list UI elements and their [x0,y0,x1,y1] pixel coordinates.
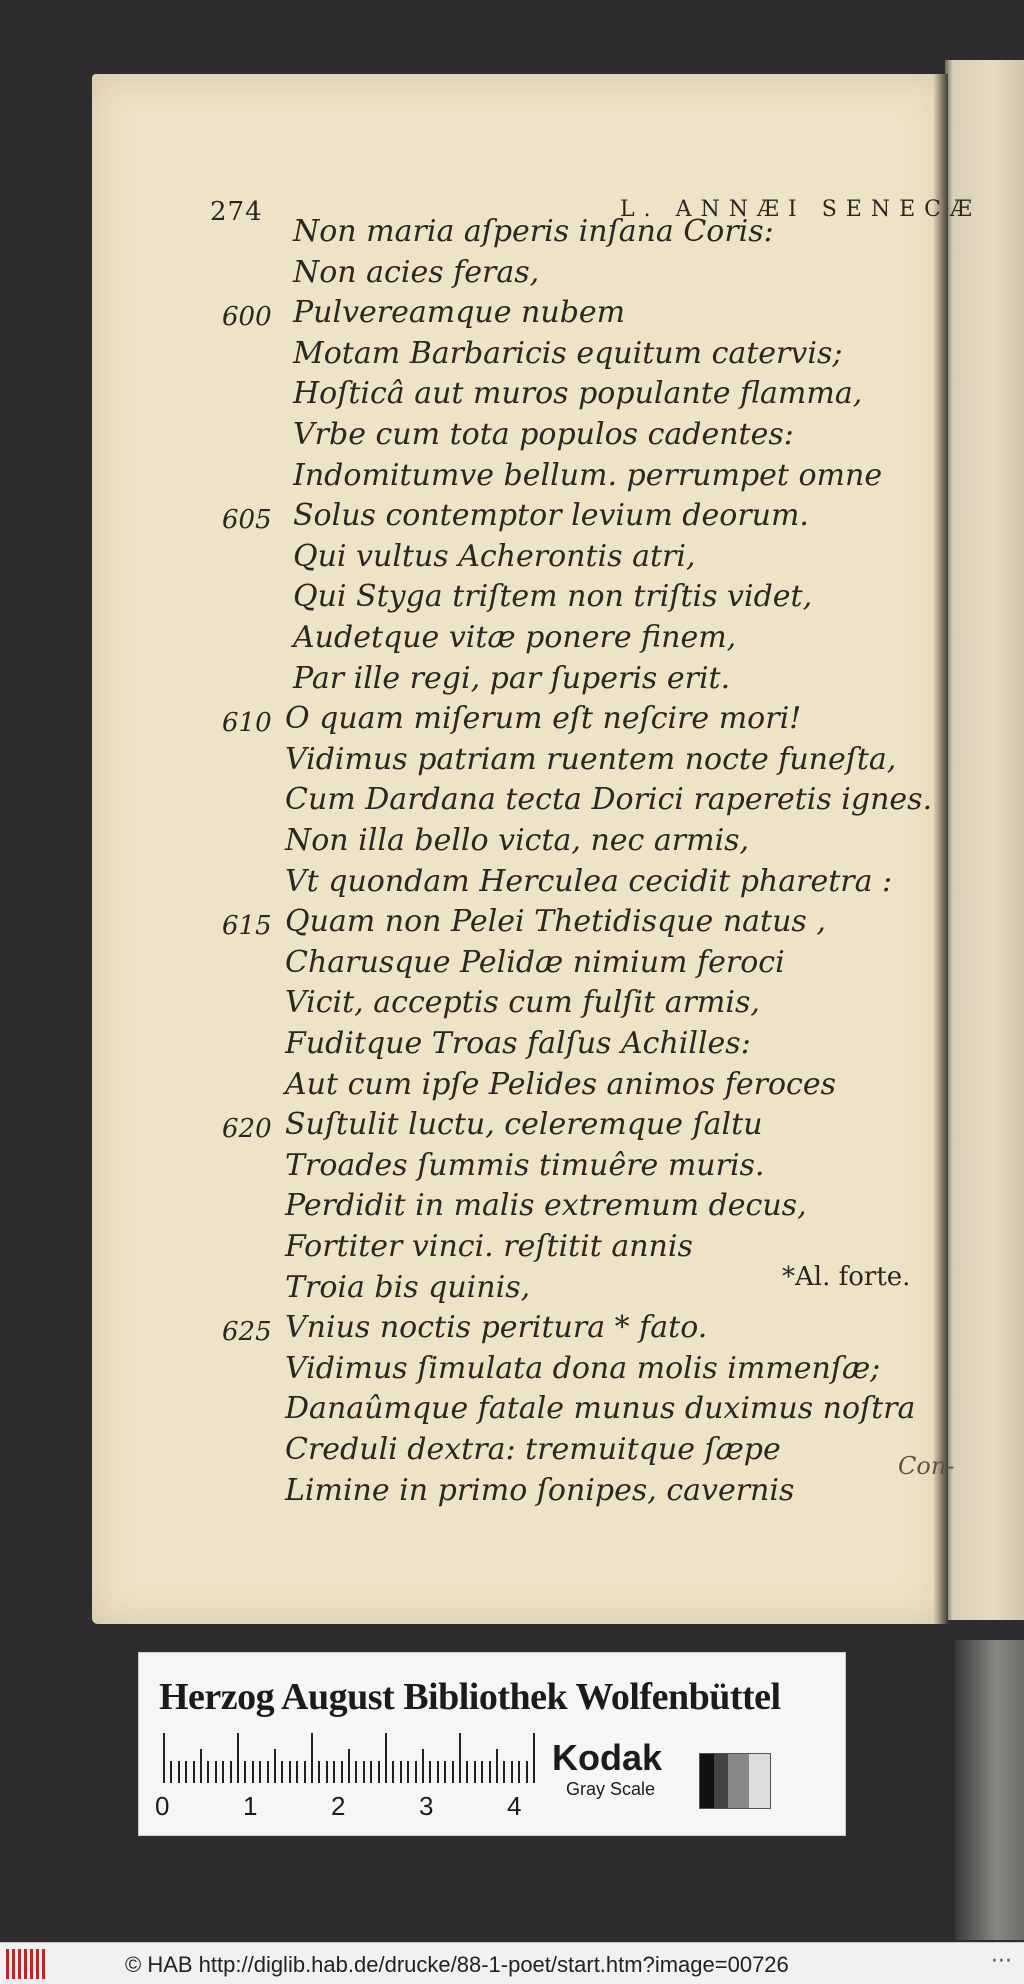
verse-line: Hoſticâ aut muros populante flamma, [293,376,863,412]
ruler-tick [163,1733,165,1783]
kodak-logo: Kodak [552,1737,663,1778]
ruler-tick [400,1761,402,1783]
scale-number: 3 [419,1791,434,1821]
more-options-icon[interactable]: ··· [991,1949,1012,1974]
ruler-tick [422,1749,424,1783]
line-number: 615 [222,911,272,942]
line-number: 605 [222,505,272,536]
verse-line: Fuditque Troas falſus Achilles: [285,1026,751,1061]
ruler-tick [200,1749,202,1783]
ruler-tick [370,1761,372,1783]
verse-line: Non maria aſperis inſana Coris: [293,214,774,249]
ruler-tick [378,1761,380,1783]
ruler-tick [385,1733,387,1783]
ruler-tick [474,1761,476,1783]
ruler-tick [318,1761,320,1783]
source-url[interactable]: © HAB http://diglib.hab.de/drucke/88-1-poet/start.htm?image=00726 [125,1952,789,1977]
verse-line: Vidimus ſimulata dona molis immenſæ; [285,1350,881,1386]
ruler-tick [466,1761,468,1783]
ruler-tick [289,1761,291,1783]
ruler-tick [215,1761,217,1783]
ruler-tick [392,1761,394,1783]
margin-note: *Al. forte. [782,1262,911,1292]
ruler-tick [437,1761,439,1783]
ruler-tick [185,1761,187,1783]
verse-line: Danaûmque fatale munus duximus noſtra [285,1391,916,1427]
verse-line: Vnius noctis peritura * fato. [285,1310,708,1346]
ruler-tick [274,1749,276,1783]
facing-page-edge [945,60,1024,1620]
line-number: 620 [222,1114,272,1145]
catchword: Con- [898,1452,955,1480]
ruler-tick [326,1761,328,1783]
ruler-tick [518,1761,520,1783]
ruler-tick [193,1761,195,1783]
ruler-tick [481,1761,483,1783]
ruler-tick [444,1761,446,1783]
ruler-tick [170,1761,172,1783]
ruler-tick [259,1761,261,1783]
scale-number: 2 [331,1791,346,1821]
verse-line: Audetque vitæ ponere finem, [293,620,737,655]
verse-line: Charusque Pelidæ nimium feroci [285,944,785,980]
gray-scale-label: Gray Scale [566,1779,656,1799]
ruler-tick [178,1761,180,1783]
line-number: 625 [222,1317,272,1348]
verse-line: Non acies feras, [293,254,540,290]
ruler-tick [230,1761,232,1783]
running-title: L. ANNÆI SENECÆ [620,197,981,222]
ruler-tick [267,1761,269,1783]
ruler-tick [415,1761,417,1783]
verse-line: Aut cum ipſe Pelides animos feroces [285,1066,837,1102]
verse-line: Creduli dextra: tremuitque ſæpe [285,1432,781,1467]
color-scale-card [138,1652,846,1836]
scale-number: 0 [155,1791,170,1821]
verse-line: Fortiter vinci. reſtitit annis [285,1229,693,1264]
verse-line: Indomitumve bellum. perrumpet omne [293,457,883,493]
ruler-tick [341,1761,343,1783]
scale-number: 1 [243,1791,258,1821]
hab-logo-icon [6,1949,46,1979]
ruler-tick [429,1761,431,1783]
ruler-tick [333,1761,335,1783]
measurement-ruler [163,1733,543,1783]
ruler-tick [348,1749,350,1783]
ruler-tick [355,1761,357,1783]
verse-line: Troades ſummis timuêre muris. [285,1147,765,1183]
library-name: Herzog August Bibliothek Wolfenbüttel [159,1676,781,1718]
ruler-tick [281,1761,283,1783]
ruler-tick [222,1761,224,1783]
ruler-tick [526,1761,528,1783]
ruler-tick [304,1761,306,1783]
running-head [210,197,981,227]
verse-line: Quam non Pelei Thetidisque natus , [285,904,826,940]
verse-line: Cum Dardana tecta Dorici raperetis ignes. [285,782,933,818]
ruler-tick [407,1761,409,1783]
verse-line: Perdidit in malis extremum decus, [285,1188,807,1224]
ruler-tick [237,1733,239,1783]
ruler-tick [207,1761,209,1783]
page-number: 274 [210,197,263,227]
verse-line: Non illa bello victa, nec armis, [285,823,750,858]
verse-line: O quam miſerum eſt neſcire mori! [285,701,802,737]
verse-line: Troia bis quinis, [285,1269,531,1305]
ruler-tick [503,1761,505,1783]
ruler-tick [252,1761,254,1783]
verse-line: Vt quondam Herculea cecidit pharetra : [285,863,893,899]
verse-line: Limine in primo ſonipes, cavernis [285,1472,795,1508]
ruler-tick [496,1749,498,1783]
line-number: 600 [222,302,272,333]
verse-line: Vicit, acceptis cum fulſit armis, [285,985,760,1021]
verse-line: Suſtulit luctu, celeremque ſaltu [285,1107,763,1143]
verse-line: Qui Styga triſtem non triſtis videt, [293,579,813,615]
verse-line: Solus contemptor levium deorum. [293,498,809,534]
ruler-tick [311,1733,313,1783]
scale-number: 4 [507,1791,522,1821]
gray-scale-patch [699,1753,771,1809]
verse-line: Vrbe cum tota populos cadentes: [293,417,794,452]
line-number: 610 [222,708,272,739]
ruler-tick [363,1761,365,1783]
facing-page-shadow [955,1640,1024,1940]
verse-line: Qui vultus Acherontis atri, [293,538,696,574]
verse-line: Motam Barbaricis equitum catervis; [293,335,843,371]
verse-line: Par ille regi, par ſuperis erit. [293,660,731,696]
viewer-footer [0,1942,1024,1984]
page-gutter [934,74,948,1624]
ruler-tick [511,1761,513,1783]
ruler-tick [489,1761,491,1783]
ruler-tick [452,1761,454,1783]
verse-line: Pulvereamque nubem [293,295,626,331]
verse-line: Vidimus patriam ruentem nocte funeſta, [285,741,897,777]
ruler-tick [244,1761,246,1783]
ruler-tick [459,1733,461,1783]
ruler-tick [296,1761,298,1783]
ruler-tick [533,1733,535,1783]
